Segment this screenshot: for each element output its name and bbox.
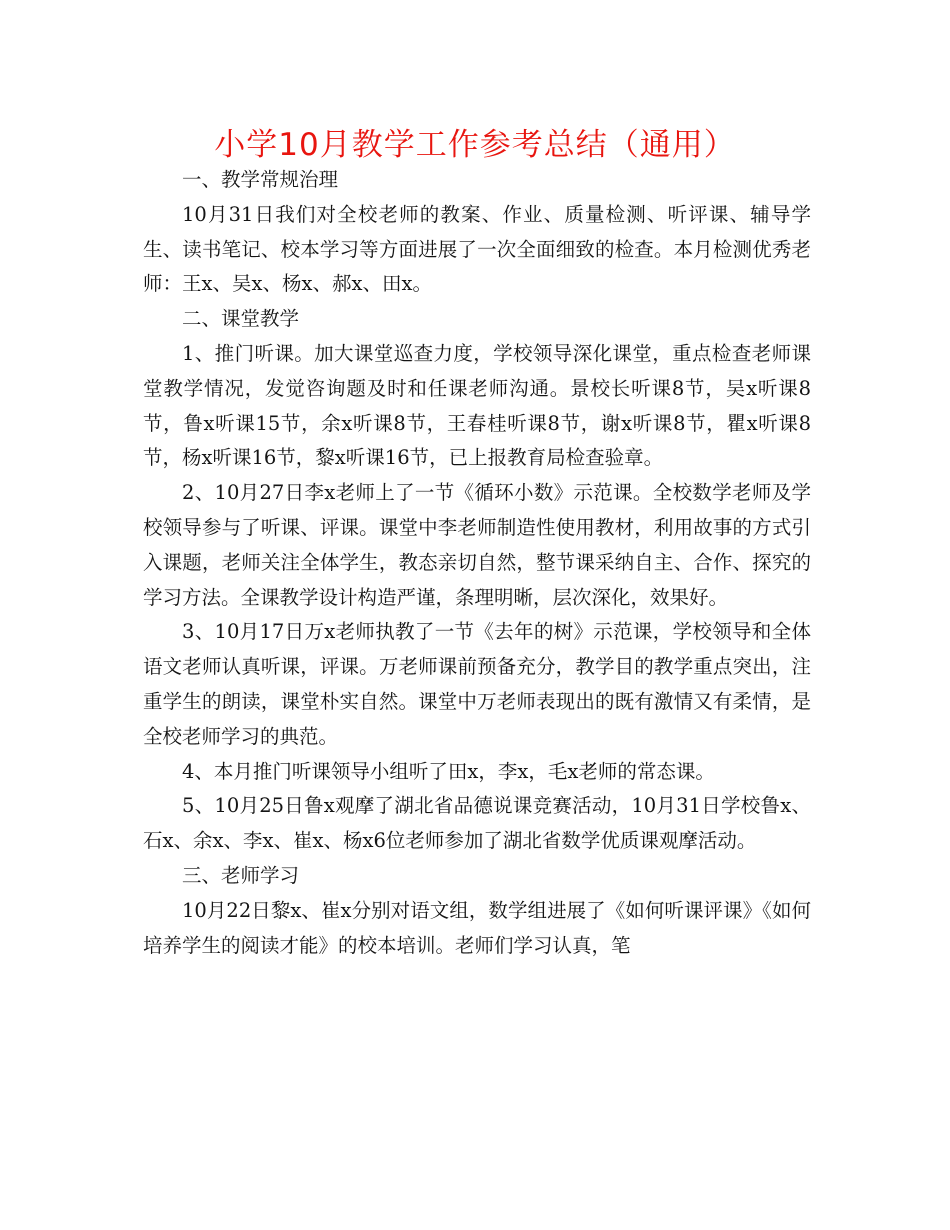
paragraph: 5、10月25日鲁x观摩了湖北省品德说课竞赛活动，10月31日学校鲁x、石x、余x、李x、崔x、杨x6位老师参加了湖北省数学优质课观摩活动。: [143, 794, 811, 853]
paragraph: 2、10月27日李x老师上了一节《循环小数》示范课。全校数学老师及学校领导参与了听课、评课。课堂中李老师制造性使用教材，利用故事的方式引入课题，老师关注全体学生，教态亲切自然，整节课采纳自主、合作、探究的学习方法。全课教学设计构造严谨，条理明晰，层次深化，效果好。: [143, 481, 811, 609]
paragraph: 4、本月推门听课领导小组听了田x，李x，毛x老师的常态课。: [182, 759, 715, 783]
paragraph: 3、10月17日万x老师执教了一节《去年的树》示范课，学校领导和全体语文老师认真听课，评课。万老师课前预备充分，教学目的教学重点突出，注重学生的朗读，课堂朴实自然。课堂中万老师表现出的既有激情又有柔情，是全校老师学习的典范。: [143, 620, 811, 748]
section-heading-2: 二、课堂教学: [182, 307, 300, 331]
section-heading-1: 一、教学常规治理: [182, 168, 339, 191]
paragraph: 10月22日黎x、崔x分别对语文组，数学组进展了《如何听课评课》《如何培养学生的阅读才能》的校本培训。老师们学习认真，笔: [143, 898, 811, 957]
paragraph: 10月31日我们对全校老师的教案、作业、质量检测、听评课、辅导学生、读书笔记、校本学习等方面进展了一次全面细致的检查。本月检测优秀老师：王x、吴x、杨x、郝x、田x。: [143, 202, 811, 296]
document-body: [143, 163, 811, 963]
paragraph: 1、推门听课。加大课堂巡查力度，学校领导深化课堂，重点检查老师课堂教学情况，发觉咨询题及时和任课老师沟通。景校长听课8节，吴x听课8节，鲁x听课15节，余x听课8节，王春桂听课8节，谢x听课8节，瞿x听课8节，杨x听课16节，黎x听课16节，已上报教育局检查验章。: [143, 341, 811, 470]
document-title: 小学10月教学工作参考总结（通用）: [214, 127, 736, 163]
section-heading-3: 三、老师学习: [182, 863, 300, 887]
